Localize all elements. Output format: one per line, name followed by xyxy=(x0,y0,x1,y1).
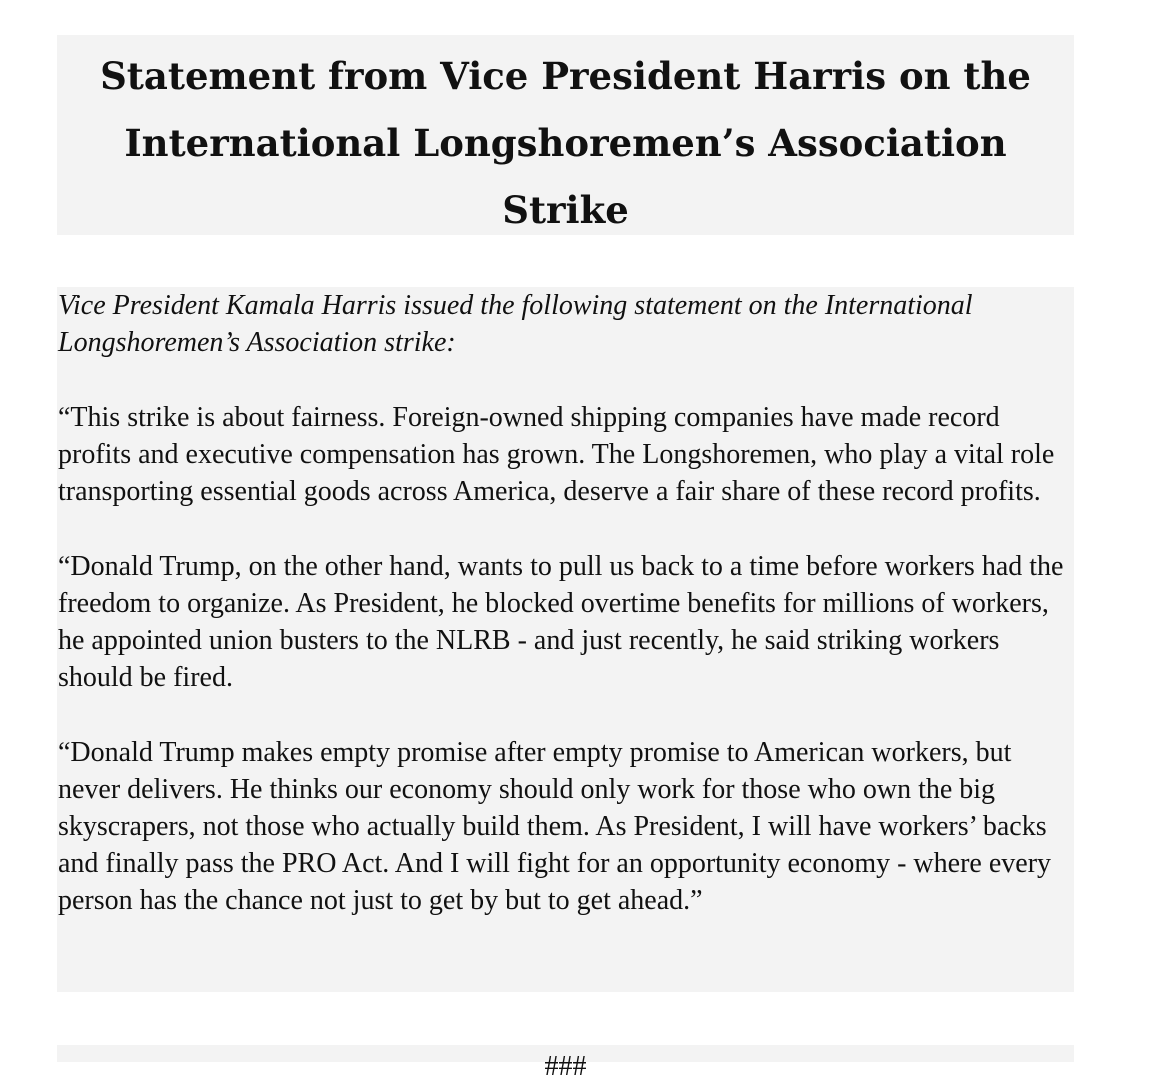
paragraph-spacer xyxy=(58,696,1066,734)
quote-paragraph-1: “This strike is about fairness. Foreign-owned shipping companies have made record profits and executive compensation has grown. The Longshoremen, who play a vital role transporting essential goods across America, deserve a fair share of these record profits. xyxy=(58,402,1055,507)
title-block xyxy=(57,35,1074,235)
quote-paragraph-2: “Donald Trump, on the other hand, wants to pull us back to a time before workers had the freedom to organize. As President, he blocked overtime benefits for millions of workers, he appointed union busters to the NLRB - and just recently, he said striking workers should be fired. xyxy=(58,551,1064,693)
end-mark-block xyxy=(57,1045,1074,1082)
statement-body xyxy=(57,287,1074,992)
intro-paragraph: Vice President Kamala Harris issued the following statement on the International Longshoremen’s Association strike: xyxy=(58,290,973,358)
paragraph-spacer xyxy=(58,361,1066,399)
end-mark: ### xyxy=(544,1051,587,1082)
paragraph-spacer xyxy=(58,510,1066,548)
page-title: Statement from Vice President Harris on the International Longshoremen’s Association Strike xyxy=(100,54,1031,232)
quote-paragraph-3: “Donald Trump makes empty promise after empty promise to American workers, but never delivers. He thinks our economy should only work for those who own the big skyscrapers, not those who actually build them. As President, I will have workers’ backs and finally pass the PRO Act. And I will fight for an opportunity economy - where every person has the chance not just to get by but to get ahead.” xyxy=(58,737,1052,916)
